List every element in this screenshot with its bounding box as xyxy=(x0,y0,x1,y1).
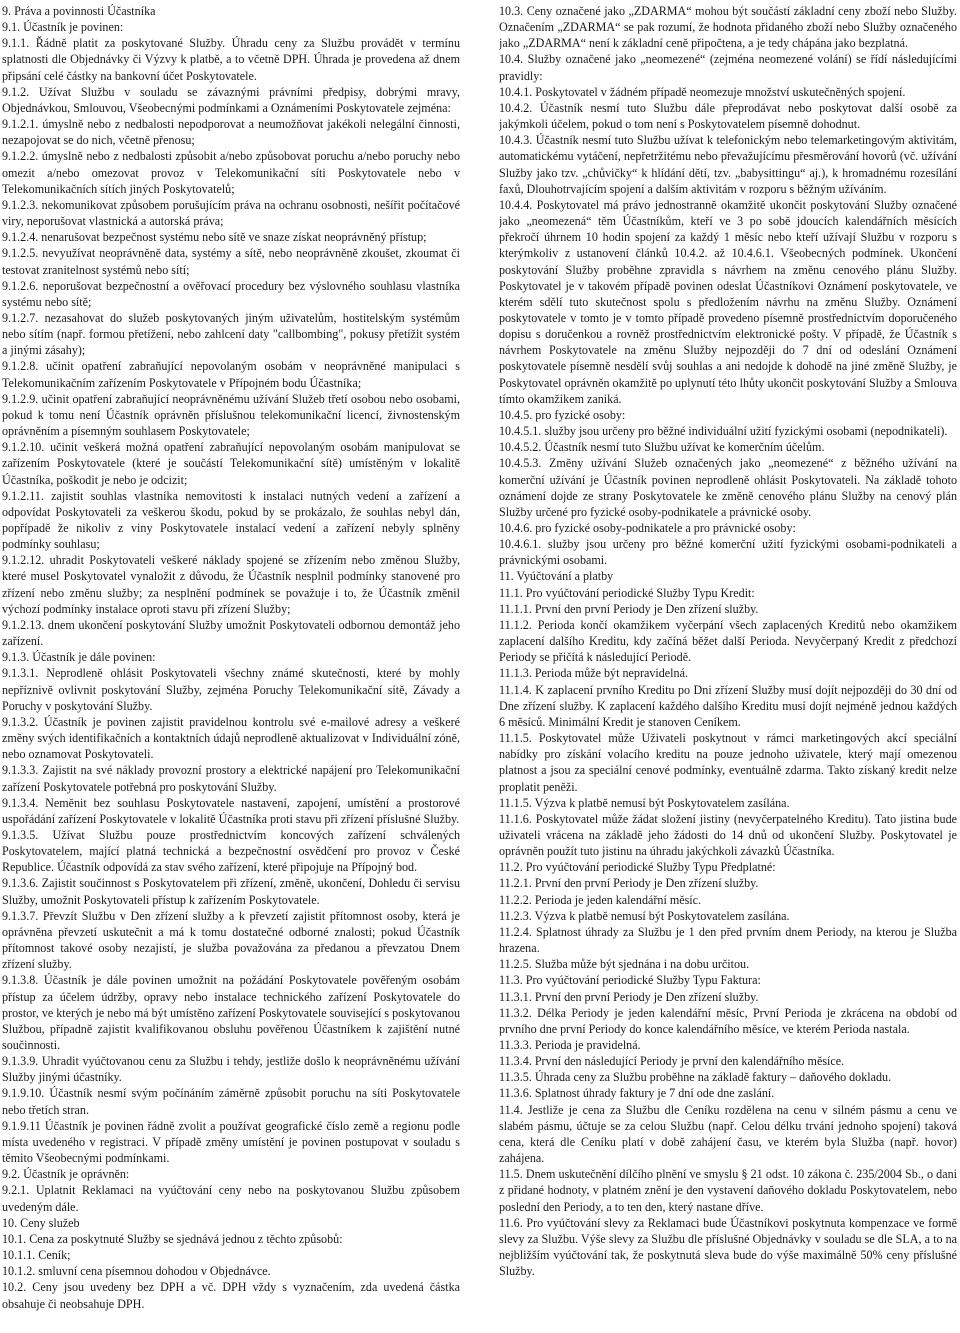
paragraph: 11.1.4. K zaplacení prvního Kreditu po Dni zřízení Služby musí dojít nejpozději do 30 dní od Dne zřízení služby. K zaplacení každého dalšího Kreditu musí dojít nejméně jednou každých 6 měsíců. Minimální Kredit je stanoven Ceníkem. xyxy=(499,682,957,729)
left-column xyxy=(2,3,460,1312)
paragraph: 11.3.3. Perioda je pravidelná. xyxy=(499,1038,641,1052)
paragraph: 9.1.3.9. Uhradit vyúčtovanou cenu za Službu i tehdy, jestliže došlo k neoprávněnému užívání Služby jinými účastníky. xyxy=(2,1054,460,1085)
paragraph: 9.1.3. Účastník je dále povinen: xyxy=(2,650,156,665)
paragraph: 9.1. Účastník je povinen: xyxy=(2,20,124,35)
paragraph: 10.1.1. Ceník; xyxy=(2,1248,71,1263)
paragraph: 10.1. Cena za poskytnuté Služby se sjednává jednou z těchto způsobů: xyxy=(2,1231,343,1246)
paragraph: 10.3. Ceny označené jako „ZDARMA“ mohou být součástí základní ceny zboží nebo Služby. Označením „ZDARMA“ se pak rozumí, že hodnota přidaného zboží nebo Služby označeného jako „ZDARMA“ není k základní ceně připočtena, a je tedy chápána jako bezplatná. xyxy=(499,4,957,51)
paragraph: 11.4. Jestliže je cena za Službu dle Ceníku rozdělena na cenu v silném pásmu a cenu ve slabém pásmu, účtuje se za celou Službu (např. Celou délku trvání jednoho spojení) taková cena, která dle Ceníku platí v době zahájení času, ve kterém byla Služba (např. hovor) zahájena. xyxy=(499,1102,957,1166)
paragraph: 9.1.9.10. Účastník nesmí svým počínáním záměrně způsobit poruchu na síti Poskytovatele nebo třetích stran. xyxy=(2,1086,460,1117)
paragraph: 11.5. Dnem uskutečnění dílčího plnění ve smyslu § 21 odst. 10 zákona č. 235/2004 Sb., o dani z přidané hodnoty, v platném znění je den vystavení daňového dokladu Poskytovatelem, nebo poslední den Periody, a to ten den, který nastane dříve. xyxy=(499,1167,957,1214)
paragraph: 11. Vyúčtování a platby xyxy=(499,569,614,584)
paragraph: 9.2. Účastník je oprávněn: xyxy=(2,1167,130,1182)
paragraph: 10.4.5.3. Změny užívání Služeb označených jako „neomezené“ z běžného užívání na komerční užívání je Účastník povinen neprodleně ohlásit Poskytovateli. Na základě tohoto oznámení dojde ze strany Poskytovatele ke změně cenového plánu Služby na cenový plán Služby určené pro fyzické osoby-podnikatele a právnické osoby. xyxy=(499,456,957,519)
paragraph: 10.2. Ceny jsou uvedeny bez DPH a vč. DPH vždy s vyznačením, zda uvedená částka obsahuje či neobsahuje DPH. xyxy=(2,1280,460,1311)
paragraph: 10.4.5.2. Účastník nesmí tuto Službu užívat ke komerčním účelům. xyxy=(499,440,825,455)
paragraph: 11.1.3. Perioda může být nepravidelná. xyxy=(499,666,688,681)
paragraph: 9.1.3.4. Neměnit bez souhlasu Poskytovatele nastavení, zapojení, umístění a prostorové uspořádání zařízení Poskytovatele v lokalitě Účastníka proti stavu při zřízení příslušné Služby. xyxy=(2,795,460,826)
paragraph: 9.1.3.8. Účastník je dále povinen umožnit na požádání Poskytovatele pověřeným osobám přístup za účelem údržby, opravy nebo instalace technického zařízení Poskytovatele do prostor, ve kterých je nebo má být umístěno zařízení Poskytovatele související s poskytovanou Službou, případně zajistit kvalifikovanou obsluhu pověřenou Účastníkem k zajištění nutné součinnosti. xyxy=(2,973,460,1052)
paragraph: 9.1.2.1. úmyslně nebo z nedbalosti nepodporovat a neumožňovat jakékoli nelegální činnosti, nezapojovat se do nich, včetně přenosu; xyxy=(2,117,460,148)
paragraph: 11.3.1. První den první Periody je Den zřízení služby. xyxy=(499,989,759,1004)
paragraph: 11.3.2. Délka Periody je jeden kalendářní měsíc, První Perioda je zkrácena na období od prvního dne první Periody do konce kalendářního měsíce, ve kterém Perioda nastala. xyxy=(499,1005,957,1036)
paragraph: 10.4. Služby označené jako „neomezené“ (zejména neomezené volání) se řídí následujícími pravidly: xyxy=(499,52,957,83)
paragraph: 9.1.1. Řádně platit za poskytované Služby. Úhradu ceny za Službu provádět v termínu splatnosti dle Objednávky či Výzvy k platbě, a to včetně DPH. Úhrada je provedena až dnem připsání celé částky na bankovní účet Poskytovatele. xyxy=(2,36,460,83)
paragraph: 9.1.2.4. nenarušovat bezpečnost systému nebo sítě ve snaze získat neoprávněný přístup; xyxy=(2,230,427,245)
paragraph: 11.2.4. Splatnost úhrady za Službu je 1 den před prvním dnem Periody, na kterou je Služba hrazena. xyxy=(499,924,957,956)
paragraph: 11.1. Pro vyúčtování periodické Služby Typu Kredit: xyxy=(499,585,755,600)
paragraph: 9.1.2.10. učinit veškerá možná opatření zabraňující nepovolaným osobám manipulovat se zařízením Poskytovatele (které je součástí Telekomunikační sítě) umístěným v lokalitě Účastníka, poškodit je nebo je odcizit; xyxy=(2,440,460,487)
paragraph: 10.4.5.1. služby jsou určeny pro běžné individuální užití fyzickými osobami (nepodnikateli). xyxy=(499,424,948,439)
paragraph: 11.3. Pro vyúčtování periodické Služby Typu Faktura: xyxy=(499,973,761,988)
paragraph: 11.1.5. Výzva k platbě nemusí být Poskytovatelem zasílána. xyxy=(499,795,790,810)
paragraph: 10.1.2. smluvní cena písemnou dohodou v Objednávce. xyxy=(2,1264,271,1279)
paragraph: 10. Ceny služeb xyxy=(2,1215,80,1230)
paragraph: 9.1.9.11 Účastník je povinen řádně zvolit a používat geografické číslo země a regionu podle místa uvedeného v registraci. V případě změny umístění je povinen postupovat v souladu s těmito Všeobecnými podmínkami. xyxy=(2,1118,460,1166)
paragraph: 9.1.2.13. dnem ukončení poskytování Služby umožnit Poskytovateli odbornou demontáž jeho zařízení. xyxy=(2,617,460,649)
paragraph: 10.4.4. Poskytovatel má právo jednostranně okamžitě ukončit poskytování Služby označené jako „neomezená“ těm Účastníkům, kteří ve 3 po sobě jdoucích kalendářních měsících překročí úhrnem 10 hodin spojení za každý 1 měsíc nebo kteří užívají Službu v rozporu s kterýmkoliv z ustanovení článků 10.4.2. až 10.4.6.1. Všeobecných podmínek. Ukončení poskytování Služby proběhne zpravidla s návrhem na změnu cenového plánu Služby. Poskytovatel je v takovém případě povinen odeslat Účastníkovi Oznámení poskytovatele, ve kterém sdělí tuto skutečnost spolu s předložením návrhu na změnu Služby. Oznámení poskytovatele v tomto je v tomto případě provedeno písemně prostřednictvím doporučeného dopisu s doručenkou a rovněž prostřednictvím elektronické pošty. V případě, že Účastník s návrhem Poskytovatele na změnu Služby nejpozději do 7 dní od odeslání Oznámení poskytovatele písemně nesdělí svůj souhlas a ani nedojde k dohodě na jiné změně Služby, je Poskytovatel oprávněn okamžitě po uplynutí této lhůty ukončit poskytování Služby a Smlouva tímto okamžikem zaniká. xyxy=(499,197,957,406)
paragraph: 10.4.2. Účastník nesmí tuto Službu dále přeprodávat nebo poskytovat další osobě za jakýmkoli účelem, pokud o tom není s Poskytovatelem písemně dohodnut. xyxy=(499,100,957,132)
paragraph: 9.1.2. Užívat Službu v souladu se závaznými právními předpisy, dobrými mravy, Objednávkou, Smlouvou, Všeobecnými podmínkami a Oznámeními Poskytovatele zejména: xyxy=(2,84,460,115)
paragraph: 9.1.2.2. úmyslně nebo z nedbalosti způsobit a/nebo způsobovat poruchu a/nebo poruchy nebo omezit a/nebo omezovat provoz v Telekomunikační síti Poskytovatele nebo v Telekomunikačních sítích jiných Poskytovatelů; xyxy=(2,149,460,196)
paragraph: 10.4.3. Účastník nesmí tuto Službu užívat k telefonickým nebo telemarketingovým aktivitám, automatickému vytáčení, nepřetržitému nebo převažujícímu přesměrování hovorů (vč. užívání Služby jako tzv. „chůvičky“ k hlídání dětí, tzv. „babysittingu“ aj.), k hromadnému rozesílání faxů, Dlouhotrvajícím spojení a dalším aktivitám v rozporu s běžným užíváním. xyxy=(499,133,957,196)
paragraph: 11.1.5. Poskytovatel může Uživateli poskytnout v rámci marketingových akcí speciální nabídky pro získání volacího kreditu na pouze jednoho uživatele, který mají omezenou platnost a jsou za speciální cenové podmínky, eventuálně zdarma. Takto získaný kredit nelze proplatit peněži. xyxy=(499,731,957,794)
paragraph: 9.1.3.5. Užívat Službu pouze prostřednictvím koncových zařízení schválených Poskytovatelem, mající platná technická a bezpečnostní osvědčení pro provoz v České Republice. Účastník odpovídá za stav svého zařízení, které připojuje na Přípojný bod. xyxy=(2,827,460,875)
paragraph: 11.1.2. Perioda končí okamžikem vyčerpání všech zaplacených Kreditů nebo okamžikem zaplacení dalšího Kreditu, kdy začíná běžet další Perioda. Nevyčerpaný Kredit z předchozí Periody se přičítá k následující Periodě. xyxy=(499,617,957,665)
paragraph: 9.1.2.5. nevyužívat neoprávněně data, systémy a sítě, nebo neoprávněně zkoušet, zkoumat či testovat zranitelnost systémů nebo sítí; xyxy=(2,246,460,277)
paragraph: 11.3.4. První den následující Periody je první den kalendářního měsíce. xyxy=(499,1054,845,1069)
paragraph: 11.1.6. Poskytovatel může žádat složení jistiny (nevyčerpatelného Kreditu). Tato jistina bude uživateli vrácena na základě jeho žádosti do 14 dnů od ukončení Služby. Poskytovatel je oprávněn použít tuto jistinu na úhradu jakýchkoli závazků Účastníka. xyxy=(499,811,957,859)
paragraph: 11.3.6. Splatnost úhrady faktury je 7 dní ode dne zaslání. xyxy=(499,1086,775,1101)
paragraph: 9.1.3.2. Účastník je povinen zajistit pravidelnou kontrolu své e-mailové adresy a veškeré změny svých identifikačních a kontaktních údajů neprodleně aktualizovat v Individuální zóně, nebo oznamovat Poskytovateli. xyxy=(2,714,460,762)
paragraph: 9.1.2.9. učinit opatření zabraňující neoprávněnému užívání Služeb třetí osobou nebo osobami, pokud k tomu není Účastník oprávněn příslušnou telekomunikační licencí, živnostenským oprávněním a písemným souhlasem Poskytovatele; xyxy=(2,391,460,439)
paragraph: 9.1.3.1. Neprodleně ohlásit Poskytovateli všechny známé skutečnosti, které by mohly nepříznivě ovlivnit poskytování Služby, zejména Poruchy Telekomunikační sítě, Závady a Poruchy v poskytování Služby. xyxy=(2,666,460,713)
paragraph: 9.1.2.6. neporušovat bezpečnostní a ověřovací procedury bez výslovného souhlasu vlastníka systému nebo sítě; xyxy=(2,278,460,309)
paragraph: 9.1.3.6. Zajistit součinnost s Poskytovatelem při zřízení, změně, ukončení, Dohledu či servisu Služby, umožnit Poskytovateli přístup k zařízením Poskytovatele. xyxy=(2,876,460,907)
paragraph: 11.6. Pro vyúčtování slevy za Reklamaci bude Účastníkovi poskytnuta kompenzace ve formě slevy za Službu. Výše slevy za Službu dle příslušné Objednávky v souladu se dle SLA, a to na nejbližším vyúčtování tak, že poskytnutá sleva bude do výše maximálně 50% ceny příslušné Služby. xyxy=(499,1215,957,1279)
paragraph: 10.4.6. pro fyzické osoby-podnikatele a pro právnické osoby: xyxy=(499,521,796,535)
paragraph: 11.2.5. Služba může být sjednána i na dobu určitou. xyxy=(499,957,750,972)
paragraph: 9. Práva a povinnosti Účastníka xyxy=(2,4,156,18)
paragraph: 10.4.6.1. služby jsou určeny pro běžné komerční užití fyzickými osobami-podnikateli a právnickými osobami. xyxy=(499,537,957,568)
paragraph: 11.1.1. První den první Periody je Den zřízení služby. xyxy=(499,601,759,616)
paragraph: 9.1.2.11. zajistit souhlas vlastníka nemovitosti k instalaci nutných vedení a zařízení a odpovídat Poskytovateli za veškerou škodu, pokud by se prokázalo, že souhlas nebyl dán, popřípadě že nikoliv z viny Poskytovatele instalací vedení a zařízení nebyly splněny podmínky souhlasu; xyxy=(2,488,460,552)
paragraph: 9.1.3.3. Zajistit na své náklady provozní prostory a elektrické napájení pro Telekomunikační zařízení Poskytovatele potřebná pro poskytování Služby. xyxy=(2,763,460,794)
paragraph: 10.4.1. Poskytovatel v žádném případě neomezuje množství uskutečněných spojení. xyxy=(499,84,906,99)
paragraph: 11.2.1. První den první Periody je Den zřízení služby. xyxy=(499,876,759,891)
paragraph: 11.2. Pro vyúčtování periodické Služby Typu Předplatné: xyxy=(499,860,776,875)
paragraph: 9.1.2.8. učinit opatření zabraňující nepovolaným osobám v neoprávněné manipulaci s Telekomunikačním zařízením Poskytovatele v Přípojném bodu Účastníka; xyxy=(2,359,460,390)
paragraph: 11.2.3. Výzva k platbě nemusí být Poskytovatelem zasílána. xyxy=(499,908,790,923)
paragraph: 9.1.3.7. Převzít Službu v Den zřízení služby a k převzetí zajistit přítomnost osoby, která je oprávněna převzetí uskutečnit a má k tomu dostatečné odborné znalosti; pokud Účastník přítomnost takové osoby nezajistí, je služba považována za předanou a převzatou Dnem zřízení služby. xyxy=(2,908,460,972)
right-column xyxy=(499,3,957,1279)
paragraph: 11.3.5. Úhrada ceny za Službu proběhne na základě faktury – daňového dokladu. xyxy=(499,1070,892,1085)
paragraph: 9.1.2.7. nezasahovat do služeb poskytovaných jiným uživatelům, hostitelským systémům nebo sítím (např. formou přetížení, nebo zahlcení daty "callbombing", pokusy přetížit systém a jinými zásahy); xyxy=(2,310,460,358)
paragraph: 11.2.2. Perioda je jeden kalendářní měsíc. xyxy=(499,892,702,907)
paragraph: 10.4.5. pro fyzické osoby: xyxy=(499,407,626,422)
paragraph: 9.2.1. Uplatnit Reklamaci na vyúčtování ceny nebo na poskytovanou Službu způsobem uvedeným dále. xyxy=(2,1183,460,1214)
paragraph: 9.1.2.12. uhradit Poskytovateli veškeré náklady spojené se zřízením nebo změnou Služby, které musel Poskytovatel vynaložit z důvodu, že Účastník nesplnil podmínky stanovené pro zřízení nebo změnu služby; za nesplnění podmínek se považuje i to, že Účastník změnil výchozí podmínky instalace oproti stavu při zřízení Služby; xyxy=(2,553,460,616)
paragraph: 9.1.2.3. nekomunikovat způsobem porušujícím práva na ochranu osobnosti, nešířit počítačové viry, neporušovat vlastnická a autorská práva; xyxy=(2,197,460,229)
